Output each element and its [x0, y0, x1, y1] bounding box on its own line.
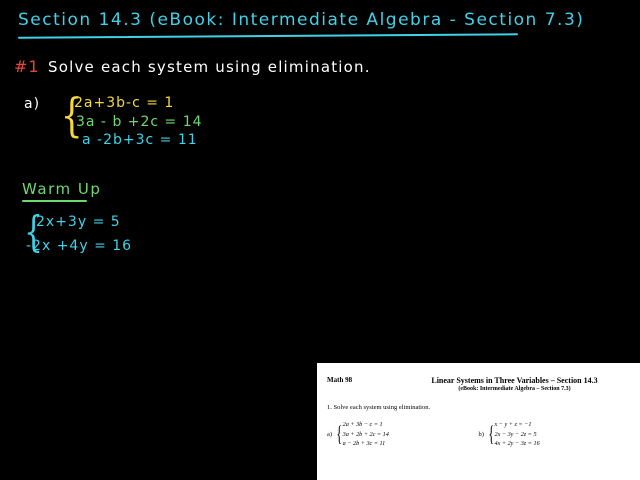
- system-a-equation-1: 2a+3b-c = 1: [74, 95, 175, 111]
- document-problem-a-label: a): [327, 430, 333, 438]
- document-problem-b: [479, 420, 631, 449]
- lecture-title-underline: [18, 33, 518, 38]
- document-problem-b-equation-3: 4x + 2y − 3z = 16: [494, 440, 540, 447]
- system-a-equation-3: a -2b+3c = 11: [82, 132, 198, 148]
- document-problem-a-equation-1: 2a + 3b − c = 1: [342, 421, 383, 428]
- document-problem-a-equations: [343, 420, 389, 449]
- document-problem-b-brace: {: [488, 421, 495, 447]
- problem-number: #1: [14, 57, 40, 76]
- lecture-title: Section 14.3 (eBook: Intermediate Algebra - Section 7.3): [18, 10, 585, 30]
- document-problem-a: [327, 420, 479, 449]
- document-thumbnail[interactable]: [317, 363, 640, 480]
- document-problem-b-equation-2: 2x − 3y − 2z = 5: [494, 430, 537, 438]
- document-problem-a-equation-2: 3a + 2b + 2c = 14: [342, 430, 389, 438]
- system-a-brace: {: [60, 88, 84, 142]
- document-problem-b-label: b): [478, 430, 484, 438]
- document-title: Linear Systems in Three Variables – Section 14.3: [431, 376, 598, 385]
- warm-up-equation-2: -2x +4y = 16: [26, 238, 133, 254]
- warm-up-equation-1: 2x+3y = 5: [36, 214, 121, 230]
- document-problems: [317, 420, 640, 449]
- document-problem-b-equation-1: x − y + z = −1: [494, 421, 532, 428]
- document-course-label: Math 98: [327, 376, 353, 384]
- warm-up-underline: [22, 200, 87, 202]
- warm-up-heading: Warm Up: [22, 180, 102, 198]
- part-a-label: a): [24, 96, 41, 112]
- document-header: [317, 363, 640, 392]
- document-title-block: [397, 376, 632, 392]
- document-problem-a-equation-3: a − 2b + 3c = 11: [342, 440, 386, 447]
- document-subtitle: (eBook: Intermediate Algebra – Section 7.3): [458, 386, 571, 392]
- system-a-equation-2: 3a - b +2c = 14: [76, 114, 203, 130]
- document-instruction: 1. Solve each system using elimination.: [327, 404, 431, 411]
- warm-up-system-brace: {: [24, 207, 44, 256]
- document-problem-b-equations: [494, 420, 539, 449]
- document-problem-a-brace: {: [336, 421, 343, 447]
- problem-instruction: Solve each system using elimination.: [48, 58, 371, 76]
